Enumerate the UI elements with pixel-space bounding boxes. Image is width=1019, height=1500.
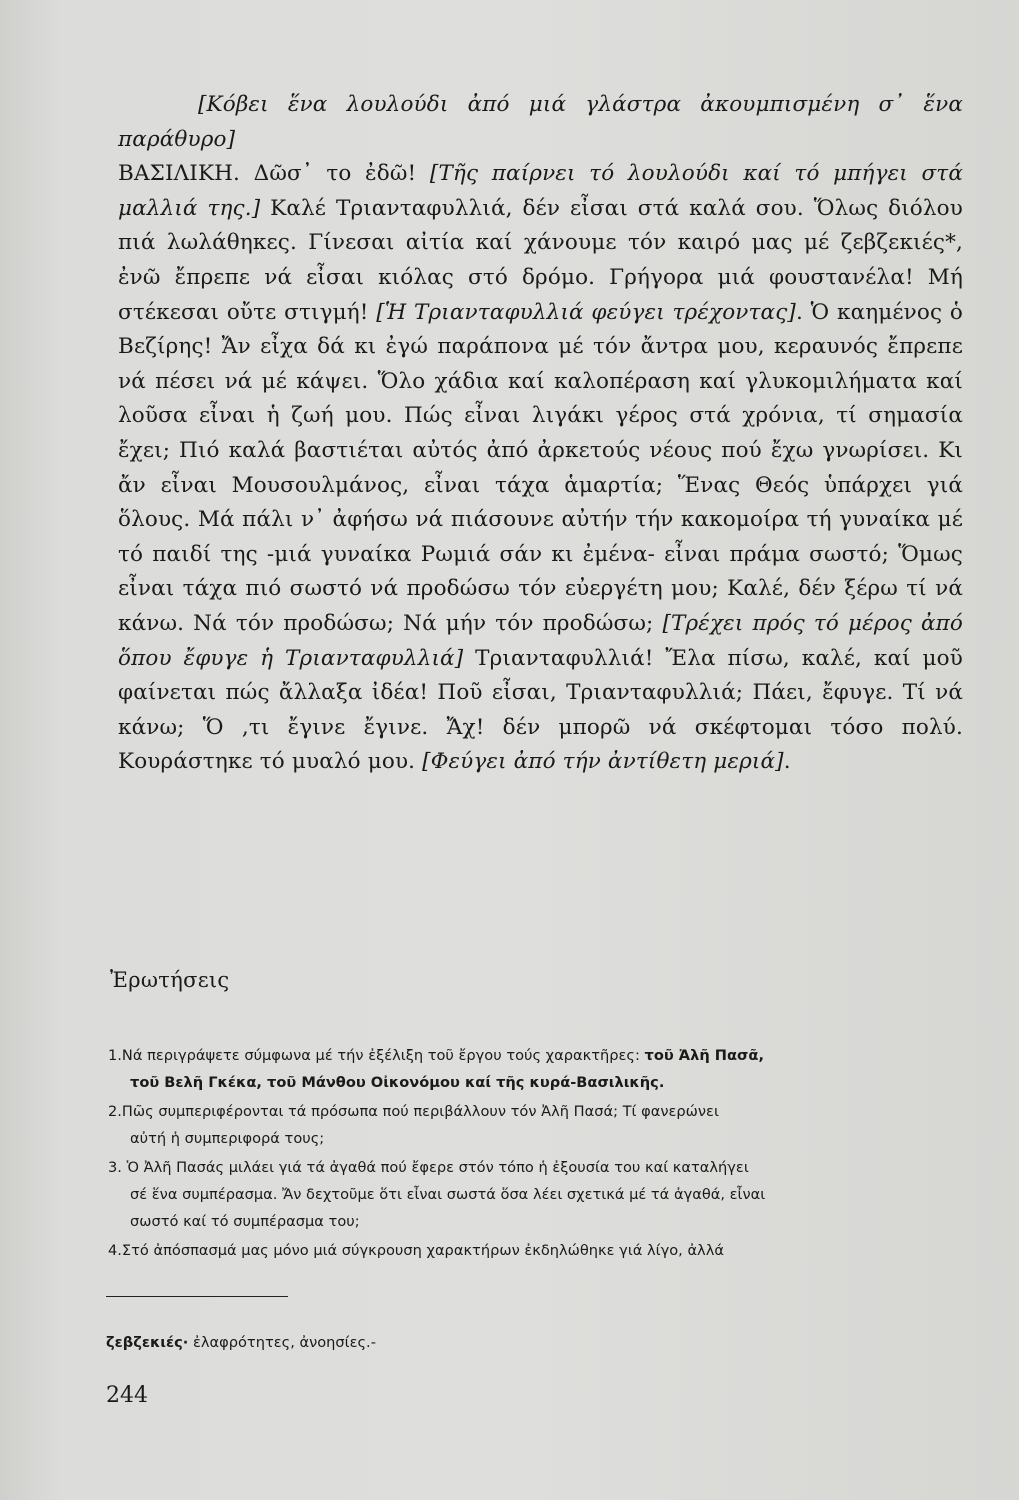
question-text: 2.Πῶς συμπεριφέρονται τά πρόσωπα πού περιβάλλουν τόν Ἀλῆ Πασά; Τί φανερώνει (108, 1103, 719, 1120)
dialogue-text: Δῶσ᾽ το ἐδῶ! (240, 161, 430, 187)
dialogue-text: . Ὁ καημένος ὁ Βεζίρης! Ἄν εἶχα δά κι ἐγώ παράπονα μέ τόν ἄντρα μου, κεραυνός ἔπρεπε νά πέσει νά μέ κάψει. Ὅλο χάδια καί καλοπέραση καί γλυκομιλήματα καί λοῦσα εἶναι ἡ ζωή μου. Πώς εἶναι λιγάκι γέρος στά χρόνια, τί σημασία ἔχει; Πιό καλά βαστιέται αὐτός ἀπό ἀρκετούς νέους πού ἔχω γνωρίσει. Κι ἄν εἶναι Μουσουλμάνος, εἶναι τάχα ἁμαρτία; Ἕνας Θεός ὑπάρχει γιά ὅλους. Μά πάλι ν᾽ ἀφήσω νά πιάσουνε αὐτήν τήν κακομοίρα τή γυναίκα μέ τό παιδί της -μιά γυναίκα Ρωμιά σάν κι ἐμένα- εἶναι πράμα σωστό; Ὅμως εἶναι τάχα πιό σωστό νά προδώσω τόν εὐεργέτη μου; Καλέ, δέν ξέρω τί νά κάνω. Νά τόν προδώσω; Νά μήν τόν προδώσω; (118, 299, 963, 636)
dialogue-paragraph (118, 88, 963, 780)
stage-direction: [Τῆς παίρνει τό λουλούδι καί τό μπήγει στά μαλλιά της.] (118, 161, 963, 221)
dialogue-text: . (783, 749, 791, 775)
question-bold-text: τοῦ Ἀλῆ Πασᾶ, (644, 1047, 764, 1064)
question-item (108, 1098, 963, 1152)
question-text: αὐτή ἡ συμπεριφορά τους; (130, 1130, 325, 1147)
question-item (108, 1237, 963, 1264)
stage-direction: [Τρέχει πρός τό μέρος ἀπό ὅπου ἔφυγε ἡ Τριανταφυλλιά] (118, 610, 964, 671)
dialogue-text: Τριανταφυλλιά! Ἔλα πίσω, καλέ, καί μοῦ φαίνεται πώς ἄλλαξα ἰδέα! Ποῦ εἶσαι, Τριανταφυλλιά; Πάει, ἔφυγε. Τί νά κάνω; Ὅ ,τι ἔγινε ἔγινε. Ἄχ! δέν μπορῶ νά σκέφτομαι τόσο πολύ. Κουράστηκε τό μυαλό μου. (118, 645, 963, 775)
stage-direction: [Κόβει ἕνα λουλούδι ἀπό μιά γλάστρα ἀκουμπισμένη σ᾽ ἕνα παράθυρο] (118, 92, 963, 152)
questions-list (108, 1042, 963, 1266)
footnote-term: ζεβζεκιές· (106, 1334, 189, 1351)
questions-heading: Ἐρωτήσεις (110, 968, 230, 992)
question-text: σωστό καί τό συμπέρασμα του; (130, 1213, 360, 1230)
question-text: 3. Ὁ Ἀλῆ Πασάς μιλάει γιά τά ἀγαθά πού ἔφερε στόν τόπο ἡ ἐξουσία του καί καταλήγει (108, 1159, 749, 1176)
footnote-definition: ἐλαφρότητες, ἀνοησίες.- (188, 1334, 376, 1351)
question-text: 4.Στό ἀπόσπασμά μας μόνο μιά σύγκρουση χαρακτήρων ἐκδηλώθηκε γιά λίγο, ἀλλά (108, 1242, 724, 1259)
page-number: 244 (106, 1383, 148, 1408)
question-item (108, 1154, 963, 1235)
question-text: 1.Νά περιγράψετε σύμφωνα μέ τήν ἐξέλιξη τοῦ ἔργου τούς χαρακτῆρες: (108, 1047, 645, 1064)
speaker-name: ΒΑΣΙΛΙΚΗ. (118, 161, 241, 187)
footnote (106, 1334, 376, 1351)
dialogue-text: Καλέ Τριανταφυλλιά, δέν εἶσαι στά καλά σου. Ὅλως διόλου πιά λωλάθηκες. Γίνεσαι αἰτία καί χάνουμε τόν καιρό μας μέ ζεβζεκιές*, ἐνῶ ἔπρεπε νά εἶσαι κιόλας στό δρόμο. Γρήγορα μιά φουστανέλα! Μή στέκεσαι οὔτε στιγμή! (118, 195, 963, 325)
footnote-divider (106, 1296, 288, 1297)
question-item (108, 1042, 963, 1096)
question-bold-text: τοῦ Βελῆ Γκέκα, τοῦ Μάνθου Οἰκονόμου καί τῆς κυρά-Βασιλικῆς. (130, 1074, 665, 1091)
question-text: σέ ἕνα συμπέρασμα. Ἄν δεχτοῦμε ὅτι εἶναι σωστά ὅσα λέει σχετικά μέ τά ἀγαθά, εἶναι (130, 1186, 766, 1203)
stage-direction: [Ἡ Τριανταφυλλιά φεύγει τρέχοντας] (376, 299, 796, 325)
stage-direction: [Φεύγει ἀπό τήν ἀντίθετη μεριά] (422, 749, 784, 775)
play-text (118, 88, 963, 780)
